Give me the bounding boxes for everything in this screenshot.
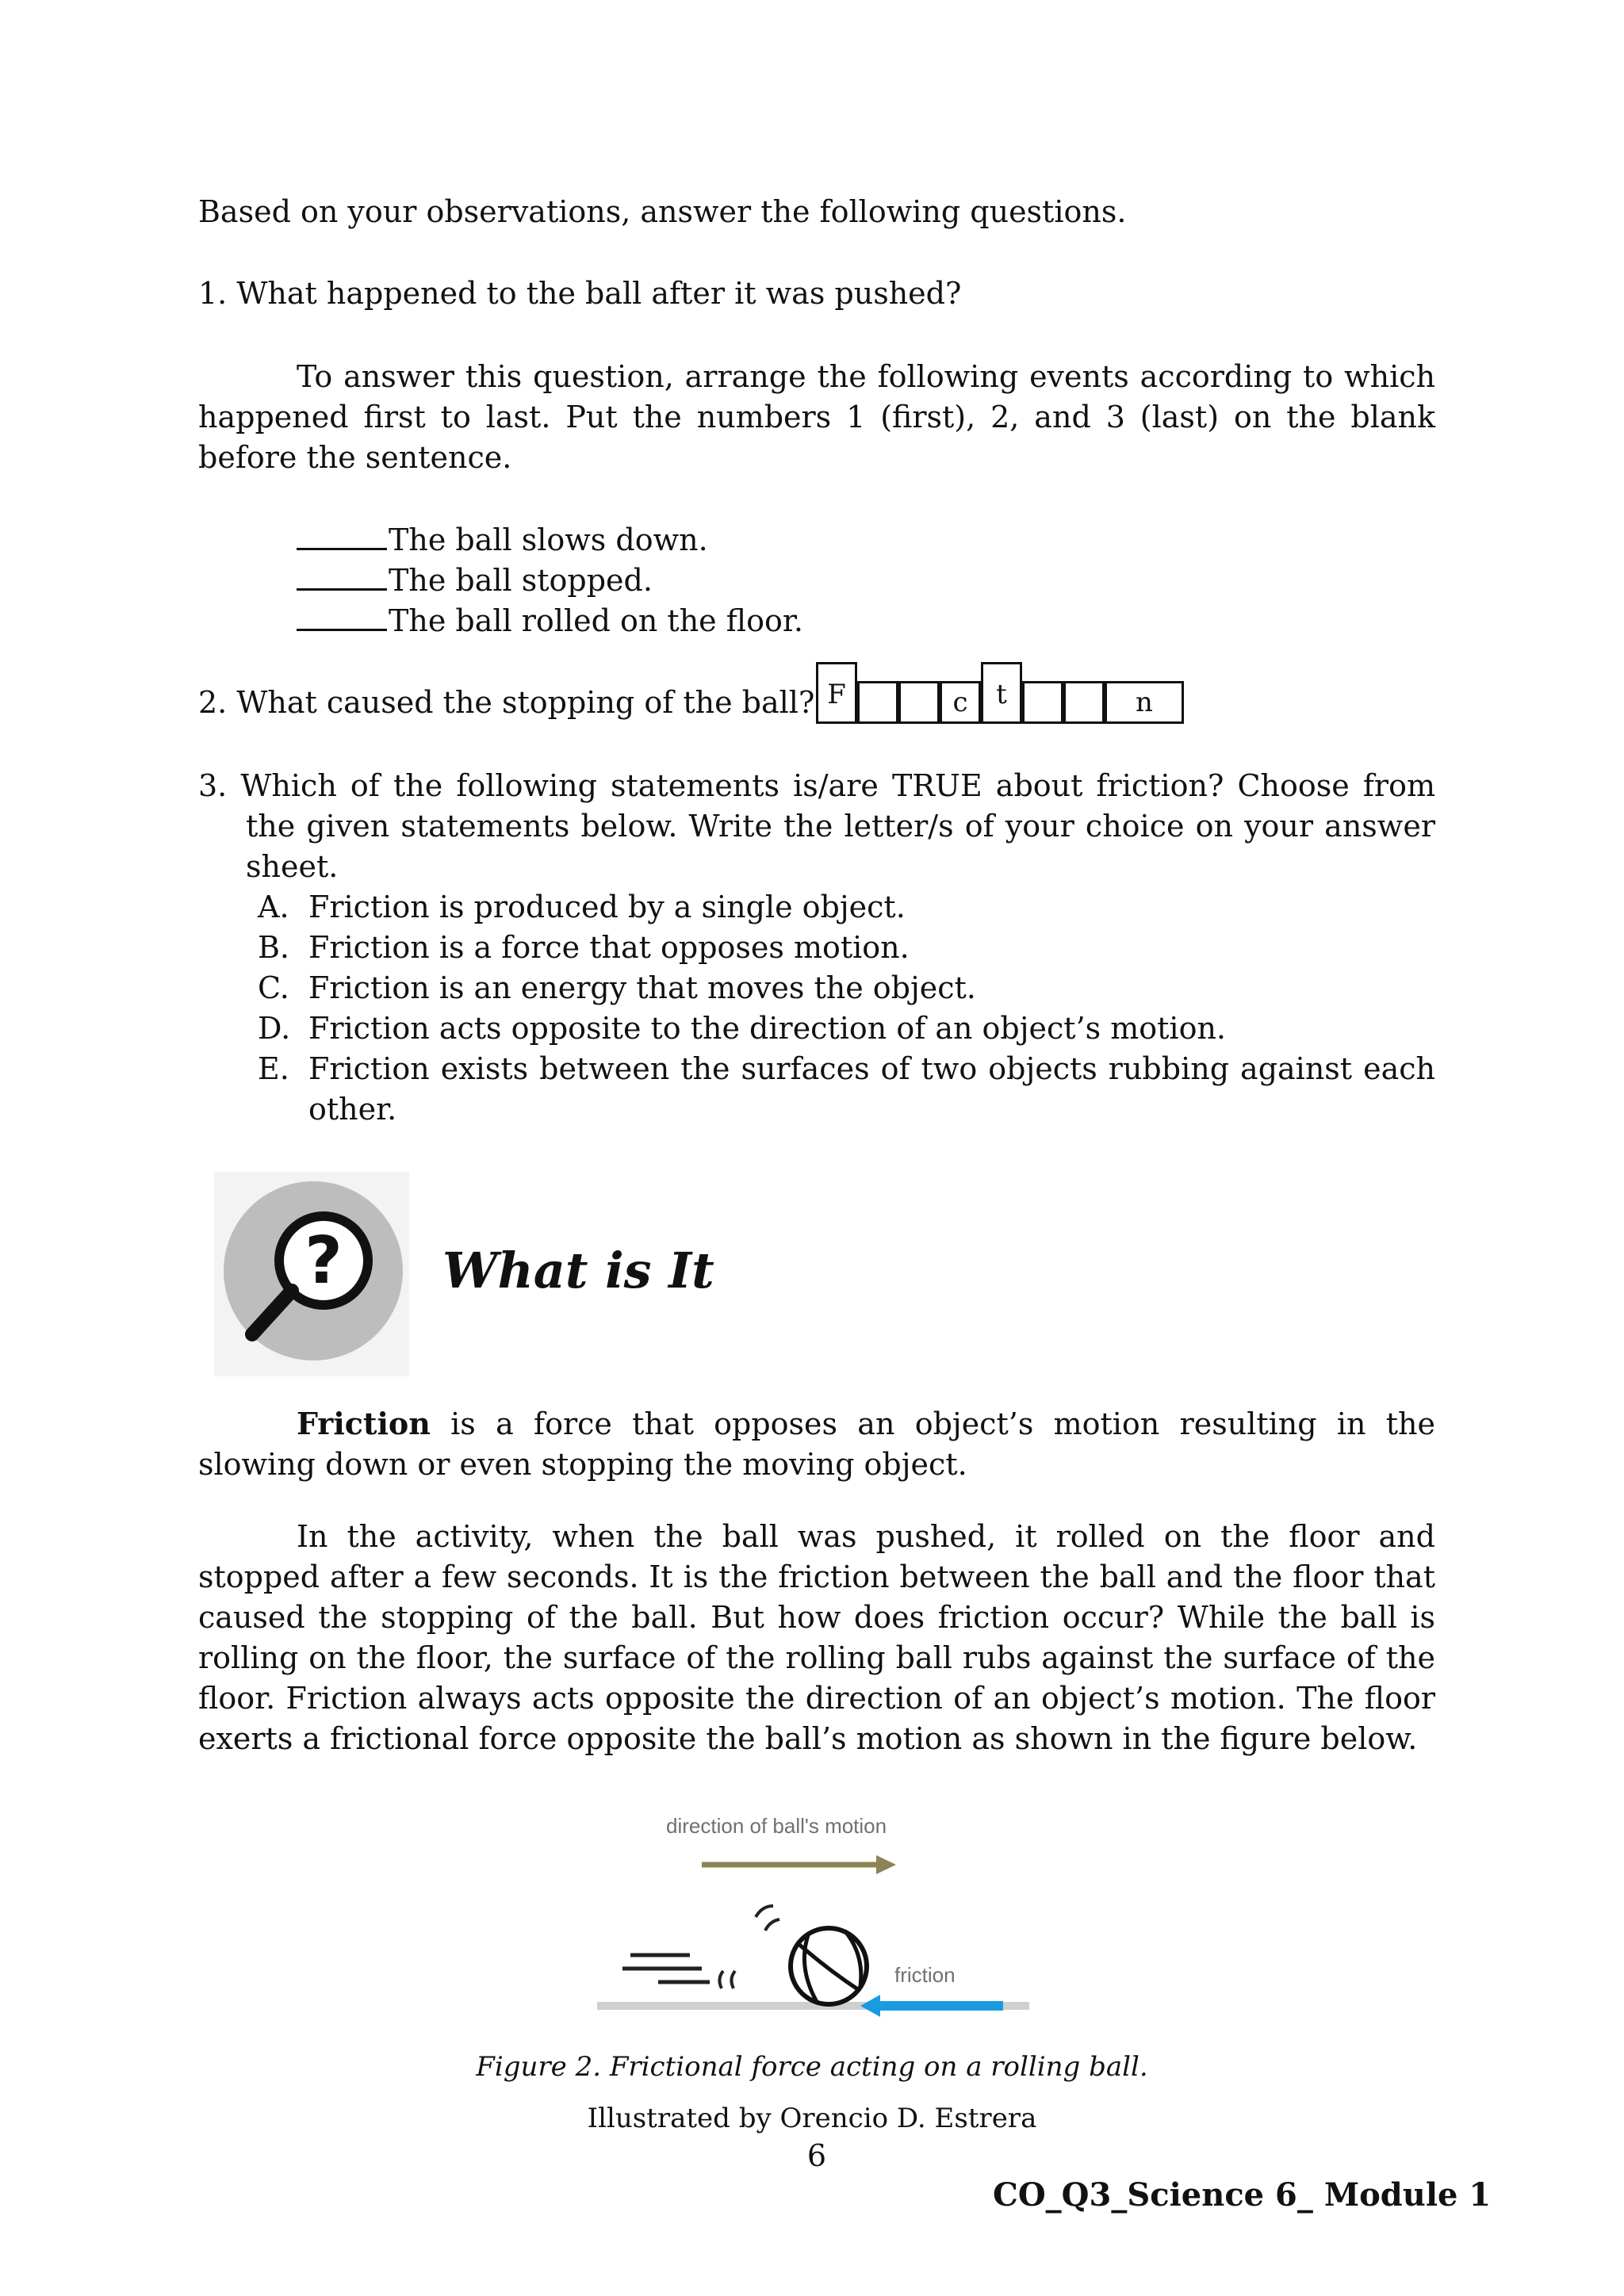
option-a: A. Friction is produced by a single object. (258, 890, 906, 924)
basketball-icon (791, 1928, 867, 2004)
question-1: 1. What happened to the ball after it was pushed? (198, 276, 962, 311)
friction-figure (591, 1808, 1059, 2030)
letter-box[interactable]: n (1105, 681, 1184, 724)
letter-box[interactable] (1022, 681, 1063, 724)
event-row: The ball slows down. (297, 520, 708, 561)
answer-blank[interactable] (297, 521, 387, 550)
friction-arrow (876, 2001, 1003, 2011)
letter-box[interactable]: F (816, 662, 857, 724)
explanation-paragraph: In the activity, when the ball was pushed, it rolled on the floor and stopped after a few seconds. It is the friction between the ball and the floor that caused the stopping of the ball. But how does friction occur? While the ball is rolling on the floor, the surface of the rolling ball rubs against the surface of the floor. Friction always acts opposite the direction of an object’s motion. The floor exerts a frictional force opposite the ball’s motion as shown in the figure below. (198, 1519, 1435, 1756)
magnifier-question-icon (214, 1172, 409, 1376)
answer-blank[interactable] (297, 602, 387, 631)
figure-caption: Figure 2. Frictional force acting on a rolling ball. (476, 2051, 1148, 2083)
friction-definition: Friction is a force that opposes an object’s motion resulting in the slowing down or even stopping the moving object. (198, 1406, 1435, 1482)
option-d: D. Friction acts opposite to the direction of an object’s motion. (258, 1011, 1226, 1046)
letter-box[interactable] (1063, 681, 1105, 724)
section-title: What is It (442, 1242, 714, 1299)
module-footer: CO_Q3_Science 6_ Module 1 (993, 2176, 1492, 2214)
option-c: C. Friction is an energy that moves the object. (258, 970, 976, 1005)
question-3: 3. Which of the following statements is/are TRUE about friction? Choose from the given statements below. Write the letter/s of your choice on your answer sheet. (198, 768, 1435, 884)
question-2: 2. What caused the stopping of the ball? (198, 685, 815, 720)
page-number: 6 (806, 2138, 827, 2173)
motion-label: direction of ball's motion (666, 1814, 887, 1838)
event-row: The ball stopped. (297, 561, 653, 601)
rolling-ball-illustration (591, 1808, 1059, 2030)
letter-box[interactable] (857, 681, 898, 724)
friction-label: friction (894, 1963, 956, 1987)
option-b: B. Friction is a force that opposes motion. (258, 930, 910, 965)
option-e: E. Friction exists between the surfaces of two objects rubbing against each other. (258, 1051, 1435, 1127)
q1-instruction: To answer this question, arrange the following events according to which happened first to last. Put the numbers 1 (first), 2, and 3 (last) on the blank before the sentence. (198, 359, 1435, 475)
friction-term: Friction (297, 1406, 431, 1441)
letter-box[interactable]: c (940, 681, 981, 724)
svg-text:?: ? (304, 1223, 343, 1299)
figure-credit: Illustrated by Orencio D. Estrera (587, 2103, 1037, 2134)
motion-arrow-head (876, 1855, 896, 1874)
letter-box[interactable] (898, 681, 940, 724)
letter-box[interactable]: t (981, 662, 1022, 724)
answer-blank[interactable] (297, 561, 387, 591)
event-row: The ball rolled on the floor. (297, 601, 803, 641)
intro-text: Based on your observations, answer the following questions. (198, 194, 1127, 229)
